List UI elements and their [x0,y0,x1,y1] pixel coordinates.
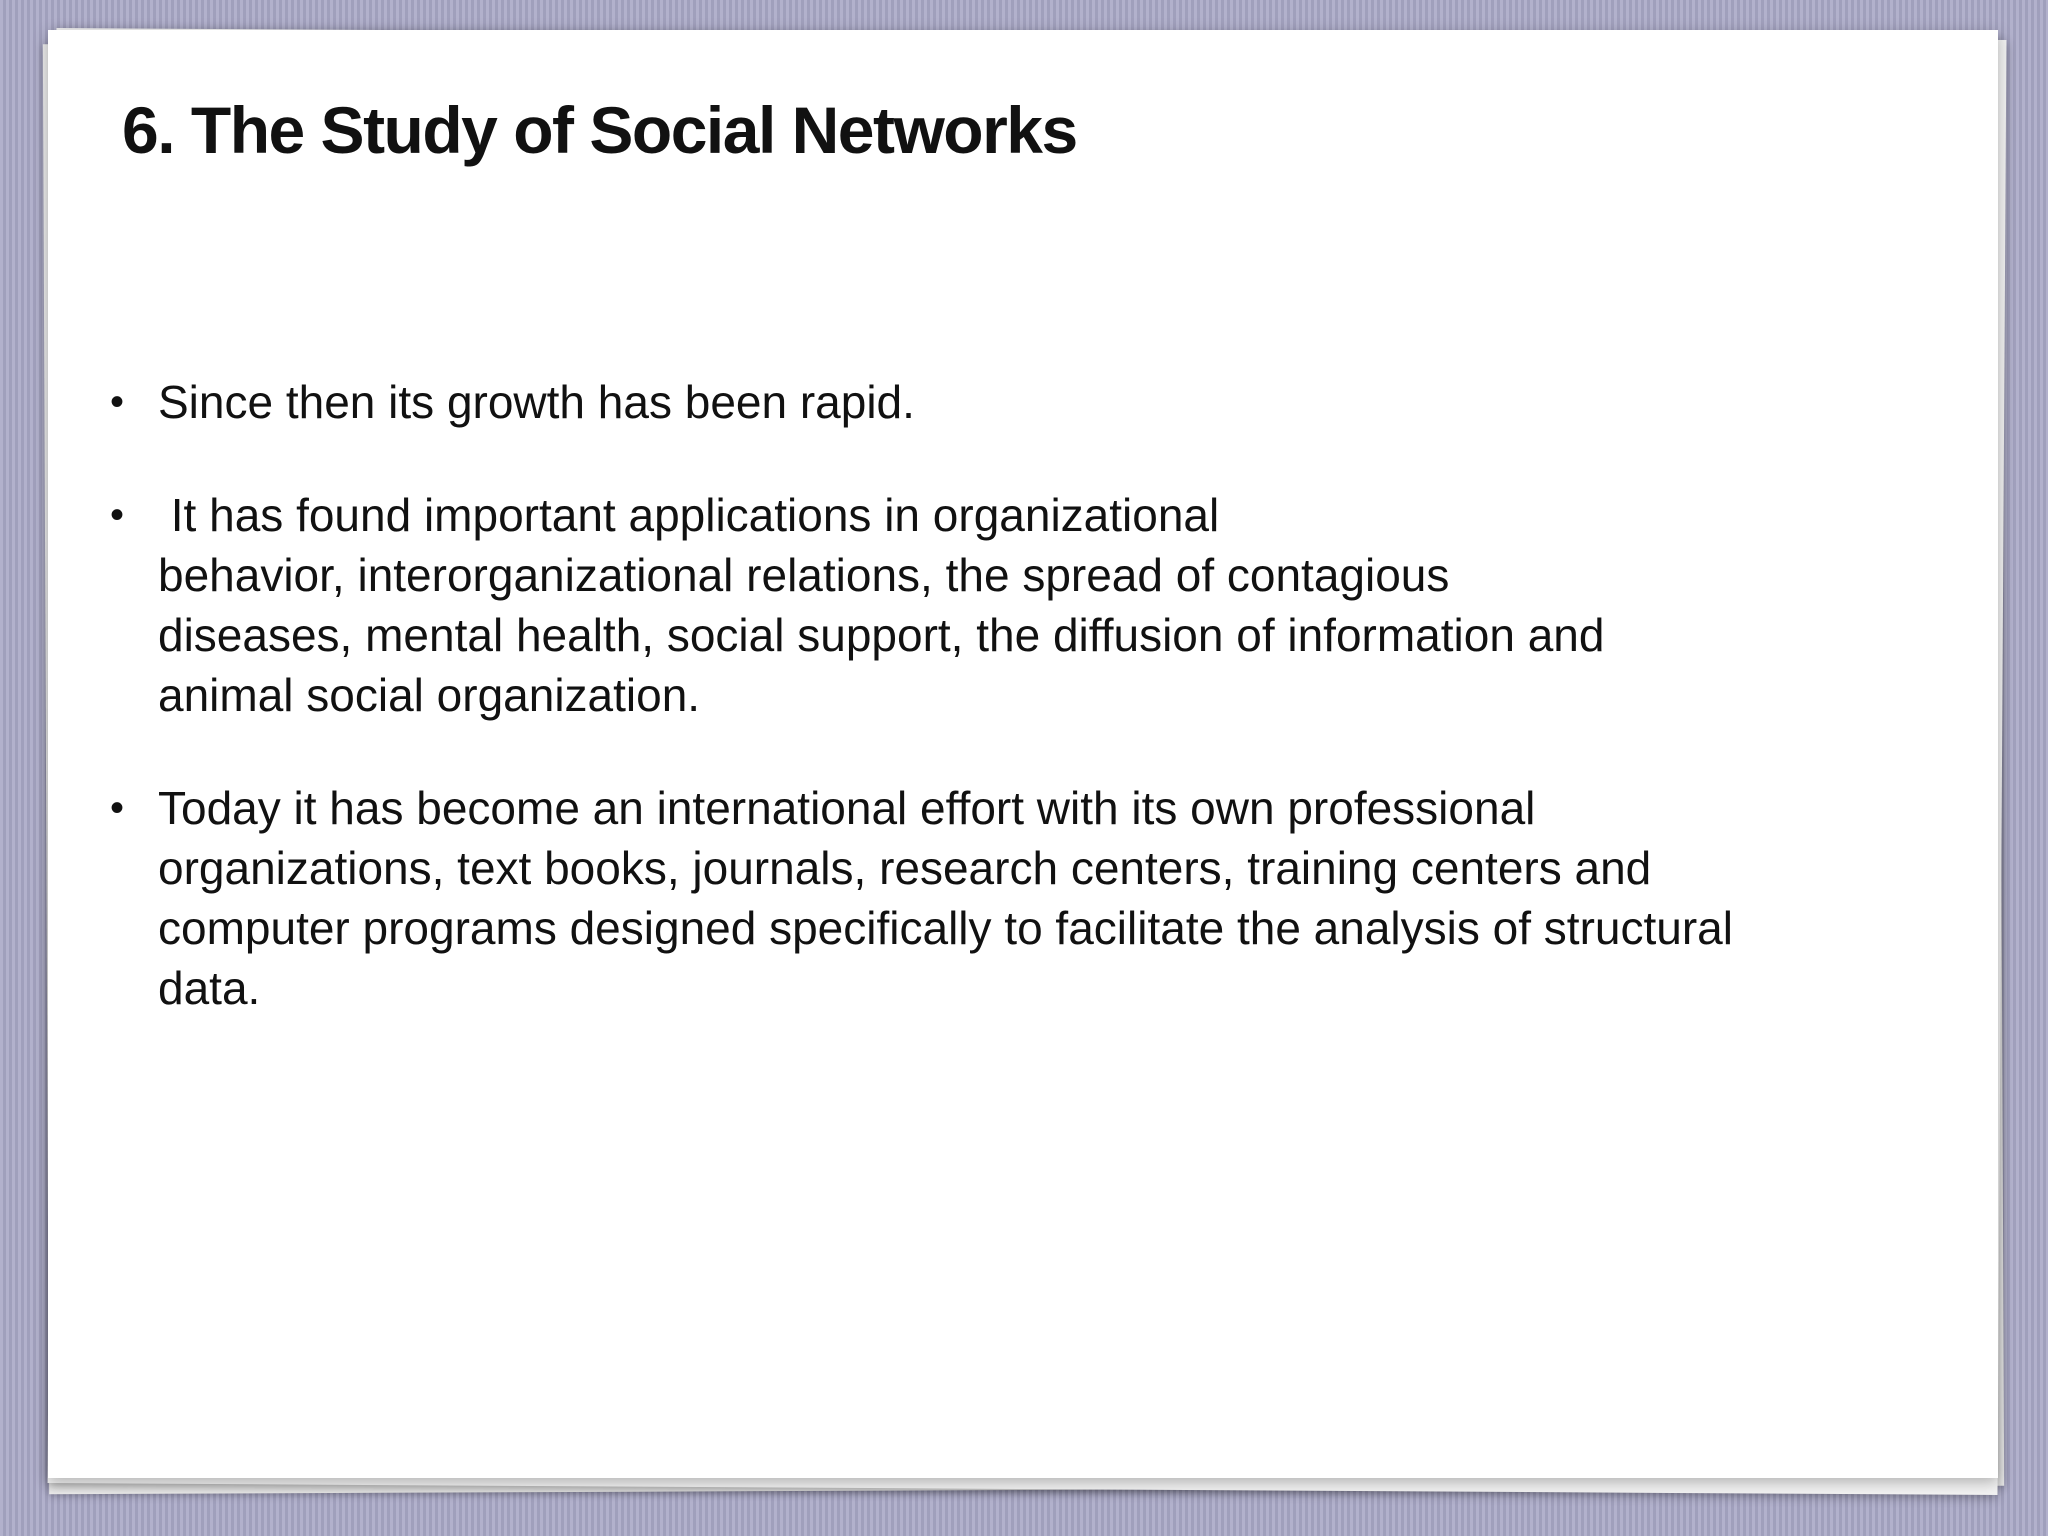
bullet-text-line: Since then its growth has been rapid. [158,376,915,428]
bullet-text-line: organizations, text books, journals, research centers, training centers and [158,842,1652,894]
bullet-text-line: animal social organization. [158,669,701,721]
bullet-icon: • [110,786,125,830]
bullet-icon: • [110,380,125,424]
bullet-item [110,778,1980,1018]
bullet-text-line: It has found important applications in organizational [158,489,1220,541]
bullet-text-line: Today it has become an international effort with its own professional [158,782,1536,834]
slide-page [48,30,1998,1478]
bullet-icon: • [110,493,125,537]
bullet-text-line: behavior, interorganizational relations, the spread of contagious [158,549,1450,601]
bullet-item [110,372,1980,432]
bullet-text-line: diseases, mental health, social support, the diffusion of information and [158,609,1605,661]
bullet-list [110,372,1980,1071]
slide-title: 6. The Study of Social Networks [122,93,1077,167]
bullet-text-line: data. [158,962,261,1014]
bullet-item [110,485,1980,725]
bullet-text-line: computer programs designed specifically to facilitate the analysis of structural [158,902,1733,954]
